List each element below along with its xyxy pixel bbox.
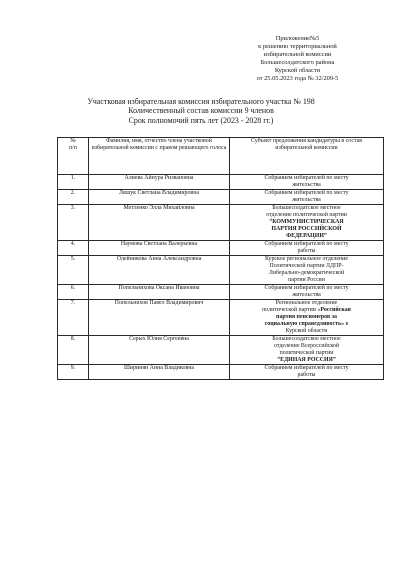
appendix-line: от 25.05.2023 года № 32/209-5	[256, 74, 339, 82]
nominating-subject	[230, 205, 384, 241]
nominating-subject	[230, 190, 384, 205]
commission-title: Участковая избирательная комиссия избирательного участка № 198	[87, 97, 315, 106]
nominating-subject	[230, 336, 384, 365]
row-number: 4.	[58, 241, 89, 256]
subject-line-bold: ФЕДЕРАЦИИ”	[286, 233, 327, 239]
header-name: Фамилия, имя, отчество члена участковой избирательной комиссии с правом решающего голоса	[89, 138, 230, 175]
appendix-line: Курской области	[274, 66, 321, 74]
appendix-line: к решению территориальной	[258, 42, 337, 50]
subject-line: Большесолдатское местное	[272, 205, 341, 211]
subject-line-bold: “ЕДИНАЯ РОССИЯ”	[277, 357, 336, 363]
member-name: Алиева Айнура Ризвановна	[89, 175, 230, 190]
table-row	[58, 205, 384, 241]
subject-line: Курское региональное отделение	[265, 256, 348, 262]
nominating-subject	[230, 365, 384, 380]
header-number-line1: №	[70, 138, 76, 144]
nominating-subject	[230, 175, 384, 190]
member-name: Метленко Элла Михайловна	[89, 205, 230, 241]
members-table	[57, 137, 384, 380]
table-row	[58, 300, 384, 336]
subject-line: Политической партии ЛДПР-	[269, 263, 344, 269]
subject-line-bold: Российская	[320, 307, 351, 313]
subject-line: работы	[297, 372, 316, 378]
member-name: Наумова Светлана Валерьевна	[89, 241, 230, 256]
header-number	[58, 138, 89, 175]
subject-line: Курской области	[285, 328, 328, 334]
subject-line-bold: “КОММУНИСТИЧЕСКАЯ	[269, 219, 344, 225]
table-row	[58, 365, 384, 380]
row-number: 6.	[58, 285, 89, 300]
subject-line-bold: партия пенсионеров за	[276, 314, 337, 320]
nominating-subject	[230, 285, 384, 300]
subject-line: жительства	[292, 182, 321, 188]
row-number: 1.	[58, 175, 89, 190]
subject-line: отделение Всероссийской	[274, 343, 339, 349]
subject-line: Собранием избирателей по месту	[264, 241, 349, 247]
subject-line: Либерально-демократической	[268, 270, 345, 276]
commission-composition: Количественный состав комиссии 9 членов	[128, 106, 274, 116]
table-row	[58, 190, 384, 205]
subject-line: отделение политической партии	[266, 212, 347, 218]
row-number: 2.	[58, 190, 89, 205]
member-name: Ляшук Светлана Владимировна	[89, 190, 230, 205]
table-header-row	[58, 138, 384, 175]
row-number: 3.	[58, 205, 89, 241]
subject-line: Большесолдатское местное	[272, 336, 341, 342]
header-subject: Субъект предложения кандидатуры в состав избирательной комиссии	[230, 138, 384, 175]
nominating-subject	[230, 300, 384, 336]
header-number-line2: п/п	[69, 145, 77, 151]
appendix-line: Большесолдатского района	[260, 58, 335, 66]
subject-line: Собранием избирателей по месту	[264, 175, 349, 181]
member-name: Попельнихов Павел Владимирович	[89, 300, 230, 336]
row-number: 8.	[58, 336, 89, 365]
table-body	[58, 175, 384, 380]
row-number: 9.	[58, 365, 89, 380]
subject-line: Собранием избирателей по месту	[264, 285, 349, 291]
table-row	[58, 241, 384, 256]
member-name: Ширинян Анна Владиковна	[89, 365, 230, 380]
member-name: Попельнихова Оксана Ивановна	[89, 285, 230, 300]
subject-line: жительства	[292, 292, 321, 298]
subject-line: политической партии	[279, 350, 334, 356]
table-row	[58, 175, 384, 190]
subject-line: политической партии «	[262, 307, 321, 313]
subject-line-bold: ПАРТИЯ РОССИЙСКОЙ	[271, 226, 342, 232]
table-row	[58, 285, 384, 300]
document-heading	[40, 97, 362, 125]
appendix-line: избирательной комиссии	[263, 50, 332, 58]
row-number: 7.	[58, 300, 89, 336]
nominating-subject	[230, 256, 384, 285]
subject-line: жительства	[292, 197, 321, 203]
table-row	[58, 336, 384, 365]
commission-term: Срок полномочий пять лет (2023 - 2028 гг.)	[128, 115, 274, 125]
subject-line: Собранием избирателей по месту	[264, 365, 349, 371]
subject-line: партии России	[288, 277, 325, 283]
table-row	[58, 256, 384, 285]
subject-line: в	[344, 321, 349, 327]
row-number: 5.	[58, 256, 89, 285]
nominating-subject	[230, 241, 384, 256]
appendix-line: Приложение№5	[275, 35, 320, 42]
subject-line: Региональное отделение	[275, 300, 338, 306]
appendix-block	[210, 35, 385, 82]
member-name: Серых Юлия Сергеевна	[89, 336, 230, 365]
member-name: Олейникова Анна Александровна	[89, 256, 230, 285]
subject-line: Собранием избирателей по месту	[264, 190, 349, 196]
subject-line: работы	[297, 248, 316, 254]
subject-line-bold: социальную справедливость»	[264, 321, 345, 327]
